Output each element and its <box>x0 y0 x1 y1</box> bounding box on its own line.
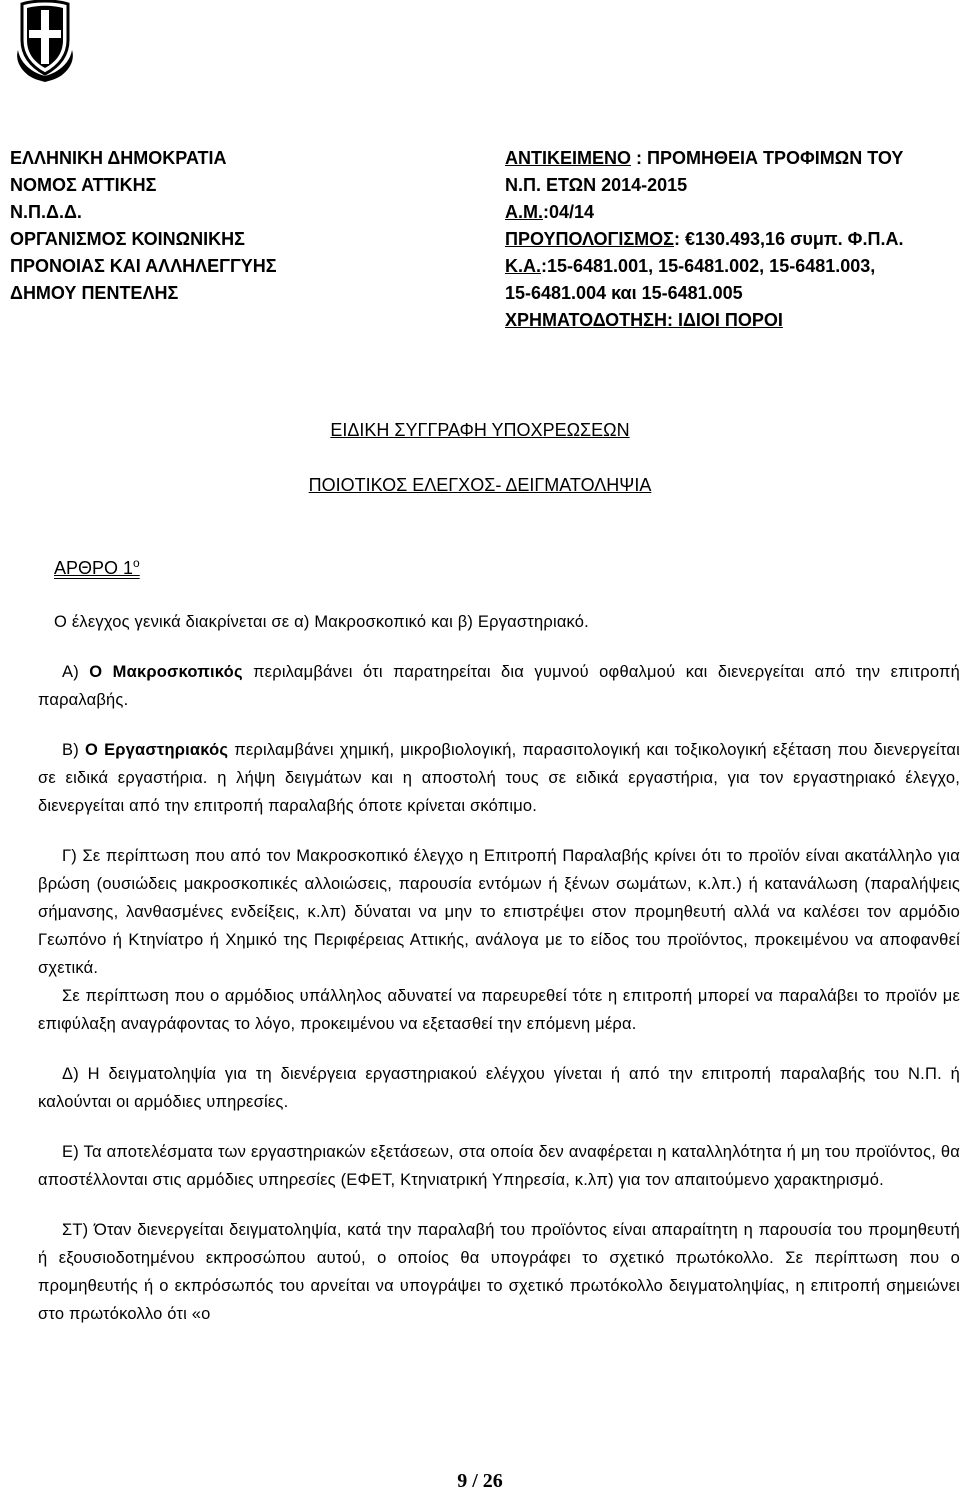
paragraph-e: Ε) Τα αποτελέσματα των εργαστηριακών εξετάσεων, στα οποία δεν αναφέρεται η καταλληλότητα ή μη του προϊόντος, θα αποστέλλονται στις αρμόδιες υπηρεσίες (ΕΦΕΤ, Κτηνιατρική Υπηρεσία, κ.λπ) για τον απαιτούμενο χαρακτηρισμό. <box>38 1143 960 1189</box>
paragraph-b-prefix: Β) <box>62 741 85 759</box>
paragraph-d: Δ) Η δειγματοληψία για τη διενέργεια εργαστηριακού ελέγχου γίνεται ή από την επιτροπή παραλαβής του Ν.Π. ή καλούνται οι αρμόδιες υπηρεσίες. <box>38 1065 960 1111</box>
article-heading <box>54 556 140 579</box>
paragraph-b <box>38 736 960 820</box>
issuer-line: ΕΛΛΗΝΙΚΗ ΔΗΜΟΚΡΑΤΙΑ <box>10 148 227 168</box>
paragraph-a <box>38 658 960 714</box>
article-body <box>38 608 960 1328</box>
ka-value: :15-6481.001, 15-6481.002, 15-6481.003, <box>541 256 876 276</box>
funding-line <box>505 307 903 334</box>
paragraph-st: ΣΤ) Όταν διενεργείται δειγματοληψία, κατά την παραλαβή του προϊόντος είναι απαραίτητη η παρουσία του προμηθευτή ή εξουσιοδοτημένου εκπροσώπου αυτού, ο οποίος θα υπογράφει το σχετικό πρωτόκολλο. Σε περίπτωση που ο προμηθευτής ή ο εκπρόσωπός του αρνείται να υπογράψει το σχετικό πρωτόκολλο δειγματοληψίας, η επιτροπή σημειώνει στο πρωτόκολλο ότι «ο <box>38 1221 960 1323</box>
greek-coat-of-arms-icon <box>14 0 76 84</box>
paragraph-a-text: περιλαμβάνει ότι παρατηρείται δια γυμνού οφθαλμού και διενεργείται από την επιτροπή παραλαβής. <box>38 663 960 709</box>
paragraph-c-continued: Σε περίπτωση που ο αρμόδιος υπάλληλος αδυνατεί να παρευρεθεί τότε η επιτροπή μπορεί να παραλάβει το προϊόν με επιφύλαξη αναγράφοντας το λόγο, προκειμένου να εξετασθεί την επόμενη μέρα. <box>38 987 960 1033</box>
article-label: ΑΡΘΡΟ 1 <box>54 558 134 578</box>
intro-paragraph: Ο έλεγχος γενικά διακρίνεται σε α) Μακροσκοπικό και β) Εργαστηριακό. <box>54 613 589 631</box>
am-line <box>505 199 903 226</box>
paragraph-b-term: Ο Εργαστηριακός <box>84 741 229 759</box>
article-ordinal: ο <box>133 556 140 570</box>
paragraph-a-term: Ο Μακροσκοπικός <box>89 663 243 681</box>
ka-continuation: 15-6481.004 και 15-6481.005 <box>505 283 743 303</box>
document-subtitle: ΠΟΙΟΤΙΚΟΣ ΕΛΕΓΧΟΣ- ΔΕΙΓΜΑΤΟΛΗΨΙΑ <box>308 475 652 495</box>
issuer-line: ΠΡΟΝΟΙΑΣ ΚΑΙ ΑΛΛΗΛΕΓΓΥΗΣ <box>10 256 277 276</box>
ka-line <box>505 253 903 280</box>
issuer-line: ΝΟΜΟΣ ΑΤΤΙΚΗΣ <box>10 175 157 195</box>
subject-label: ΑΝΤΙΚΕΙΜΕΝΟ <box>505 148 631 168</box>
funding-label: ΧΡΗΜΑΤΟΔΟΤΗΣΗ <box>505 310 667 330</box>
issuer-line: ΟΡΓΑΝΙΣΜΟΣ ΚΟΙΝΩΝΙΚΗΣ <box>10 229 245 249</box>
funding-value: : ΙΔΙΟΙ ΠΟΡΟΙ <box>666 310 783 330</box>
issuer-block <box>10 145 277 307</box>
subject-period: Ν.Π. ΕΤΩΝ 2014-2015 <box>505 175 688 195</box>
paragraph-a-prefix: Α) <box>62 663 90 681</box>
page-number: 9 / 26 <box>457 1470 503 1492</box>
subject-block <box>505 145 903 334</box>
subject-line <box>505 145 903 172</box>
issuer-line: Ν.Π.Δ.Δ. <box>10 202 82 222</box>
am-value: :04/14 <box>543 202 595 222</box>
paragraph-b-text: περιλαμβάνει χημική, μικροβιολογική, παρασιτολογική και τοξικολογική εξέταση που διενεργείται σε ειδικά εργαστήρια. η λήψη δειγμάτων και η αποστολή τους σε ειδικά εργαστήρια, για τον εργαστηριακό έλεγχο, διενεργείται από την επιτροπή παραλαβής όποτε κρίνεται σκόπιμο. <box>38 741 960 815</box>
subject-value: : ΠΡΟΜΗΘΕΙΑ ΤΡΟΦΙΜΩΝ ΤΟΥ <box>631 148 904 168</box>
budget-value: : €130.493,16 συμπ. Φ.Π.Α. <box>673 229 904 249</box>
budget-label: ΠΡΟΥΠΟΛΟΓΙΣΜΟΣ <box>505 229 674 249</box>
budget-line <box>505 226 903 253</box>
paragraph-c: Γ) Σε περίπτωση που από τον Μακροσκοπικό έλεγχο η Επιτροπή Παραλαβής κρίνει ότι το προϊόν είναι ακατάλληλο για βρώση (ουσιώδεις μακροσκοπικές αλλοιώσεις, παρουσία εντόμων ή ξένων σωμάτων, κ.λπ.) ή κατανάλωση (παραλήψεις σήμανσης, λανθασμένες ενδείξεις, κ.λπ) δύναται να μην το επιστρέψει στον προμηθευτή αλλά να καλέσει τον αρμόδιο Γεωπόνο ή Κτηνίατρο ή Χημικό της Περιφέρειας Αττικής, ανάλογα με το είδος του προϊόντος, προκειμένου να αποφανθεί σχετικά. <box>38 847 960 977</box>
am-label: Α.Μ. <box>505 202 543 222</box>
document-title: ΕΙΔΙΚΗ ΣΥΓΓΡΑΦΗ ΥΠΟΧΡΕΩΣΕΩΝ <box>330 420 630 440</box>
ka-label: Κ.Α. <box>505 256 541 276</box>
issuer-line: ΔΗΜΟΥ ΠΕΝΤΕΛΗΣ <box>10 283 179 303</box>
